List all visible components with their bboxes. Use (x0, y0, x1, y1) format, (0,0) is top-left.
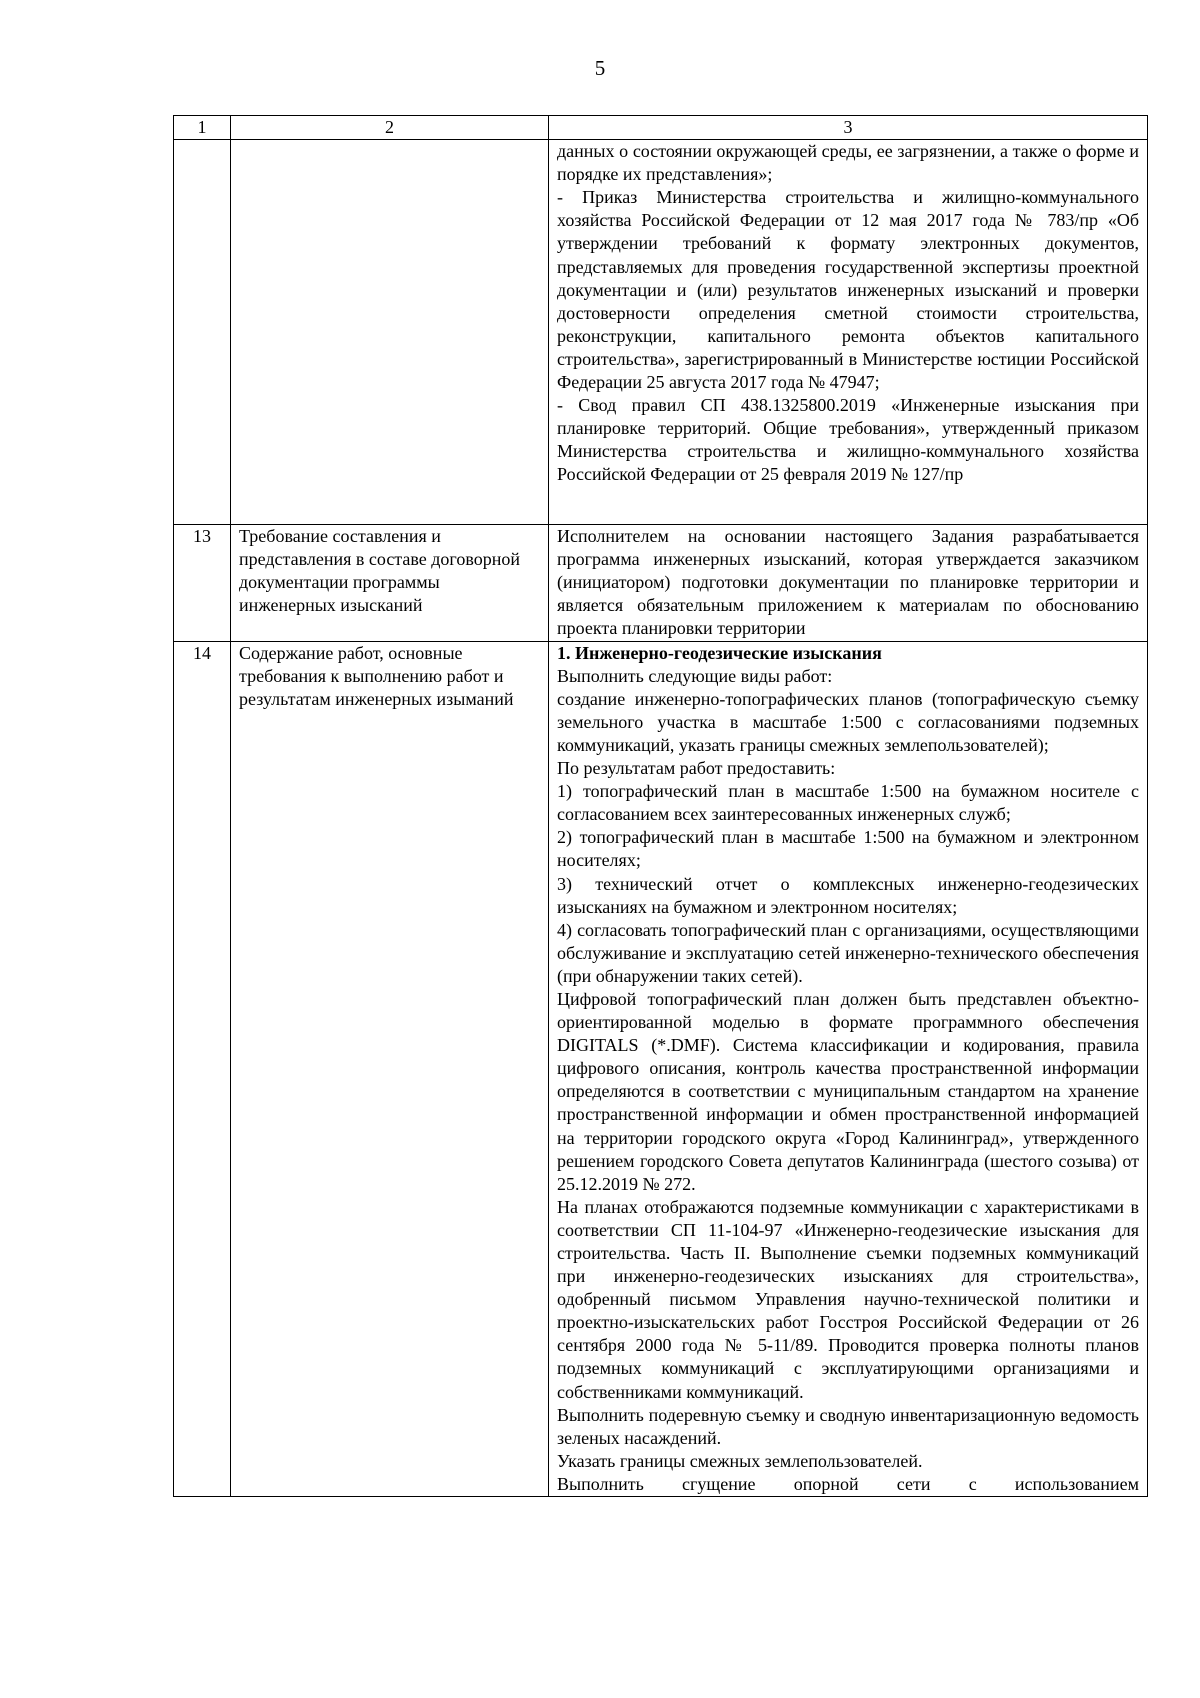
content-paragraph: Исполнителем на основании настоящего Задания разрабатывается программа инженерных изысканий, которая утверждается заказчиком (инициатором) подготовки документации по планировке территории и является обязательным приложением к материалам по обоснованию проекта планировки территории (557, 526, 1139, 639)
content-paragraph: Цифровой топографический план должен быть представлен объектно-ориентированной моделью в формате программного обеспечения DIGITALS (*.DMF). Система классификации и кодирования, правила цифрового описания, контроль качества пространственной информации определяются в соответствии с муниципальным стандартом на хранение пространственной информации и обмен пространственной информацией на территории городского округа «Город Калининград», утвержденного решением городского Совета депутатов Калининграда (шестого созыва) от 25.12.2019 № 272. (557, 988, 1139, 1194)
content-paragraph: Выполнить следующие виды работ: (557, 665, 833, 686)
section-heading: 1. Инженерно-геодезические изыскания (557, 642, 882, 663)
row-content (549, 525, 1148, 641)
table-header-row (174, 116, 1148, 140)
page-number: 5 (594, 56, 606, 80)
content-paragraph: 2) топографический план в масштабе 1:500 на бумажном и электронном носителях; (557, 827, 1139, 871)
row-name (231, 140, 549, 525)
header-col-3: 3 (549, 116, 1148, 140)
row-number (174, 140, 231, 525)
row-name: Требование составления и представления в составе договорной документации программы инженерных изысканий (231, 525, 549, 641)
row-number: 14 (174, 641, 231, 1496)
content-paragraph: создание инженерно-топографических планов (топографическую съемку земельного участка в масштабе 1:500 с согласованиями подземных коммуникаций, указать границы смежных землепользователей); (557, 688, 1139, 755)
content-paragraph: Указать границы смежных землепользователей. (557, 1450, 923, 1471)
row-number: 13 (174, 525, 231, 641)
row-content (549, 140, 1148, 525)
content-paragraph: - Приказ Министерства строительства и жилищно-коммунального хозяйства Российской Федерации от 12 мая 2017 года № 783/пр «Об утверждении требований к формату электронных документов, представляемых для проведения государственной экспертизы проектной документации и (или) результатов инженерных изысканий и проверки достоверности определения сметной стоимости строительства, реконструкции, капитального ремонта объектов капитального строительства», зарегистрированный в Министерстве юстиции Российской Федерации 25 августа 2017 года № 47947; (557, 187, 1139, 393)
table-row (174, 641, 1148, 1496)
content-paragraph: Выполнить подеревную съемку и сводную инвентаризационную ведомость зеленых насаждений. (557, 1404, 1139, 1448)
content-paragraph: 4) согласовать топографический план с организациями, осуществляющими обслуживание и эксплуатацию сетей инженерно-технического обеспечения (при обнаружении таких сетей). (557, 919, 1139, 986)
header-col-2: 2 (231, 116, 549, 140)
requirements-table (173, 115, 1148, 1497)
content-paragraph: данных о состоянии окружающей среды, ее загрязнении, а также о форме и порядке их представления»; (557, 141, 1139, 185)
content-paragraph: По результатам работ предоставить: (557, 758, 836, 779)
content-paragraph: На планах отображаются подземные коммуникации с характеристиками в соответствии СП 11-104-97 «Инженерно-геодезические изыскания для строительства. Часть II. Выполнение съемки подземных коммуникаций при инженерно-геодезических изысканиях для строительства», одобренный письмом Управления научно-технической политики и проектно-изыскательских работ Госстроя Российской Федерации от 26 сентября 2000 года № 5-11/89. Проводится проверка полноты планов подземных коммуникаций с эксплуатирующими организациями и собственниками коммуникаций. (557, 1196, 1139, 1402)
content-paragraph: - Свод правил СП 438.1325800.2019 «Инженерные изыскания при планировке территорий. Общие требования», утвержденный приказом Министерства строительства и жилищно-коммунального хозяйства Российской Федерации от 25 февраля 2019 № 127/пр (557, 395, 1139, 485)
row-content (549, 641, 1148, 1496)
table-row (174, 525, 1148, 641)
content-paragraph: 3) технический отчет о комплексных инженерно-геодезических изысканиях на бумажном и электронном носителях; (557, 873, 1139, 917)
content-paragraph: Выполнить сгущение опорной сети с использованием (557, 1473, 1139, 1494)
header-col-1: 1 (174, 116, 231, 140)
content-paragraph: 1) топографический план в масштабе 1:500 на бумажном носителе с согласованием всех заинтересованных инженерных служб; (557, 781, 1139, 825)
row-name: Содержание работ, основные требования к выполнению работ и результатам инженерных изыманий (231, 641, 549, 1496)
table-row (174, 140, 1148, 525)
